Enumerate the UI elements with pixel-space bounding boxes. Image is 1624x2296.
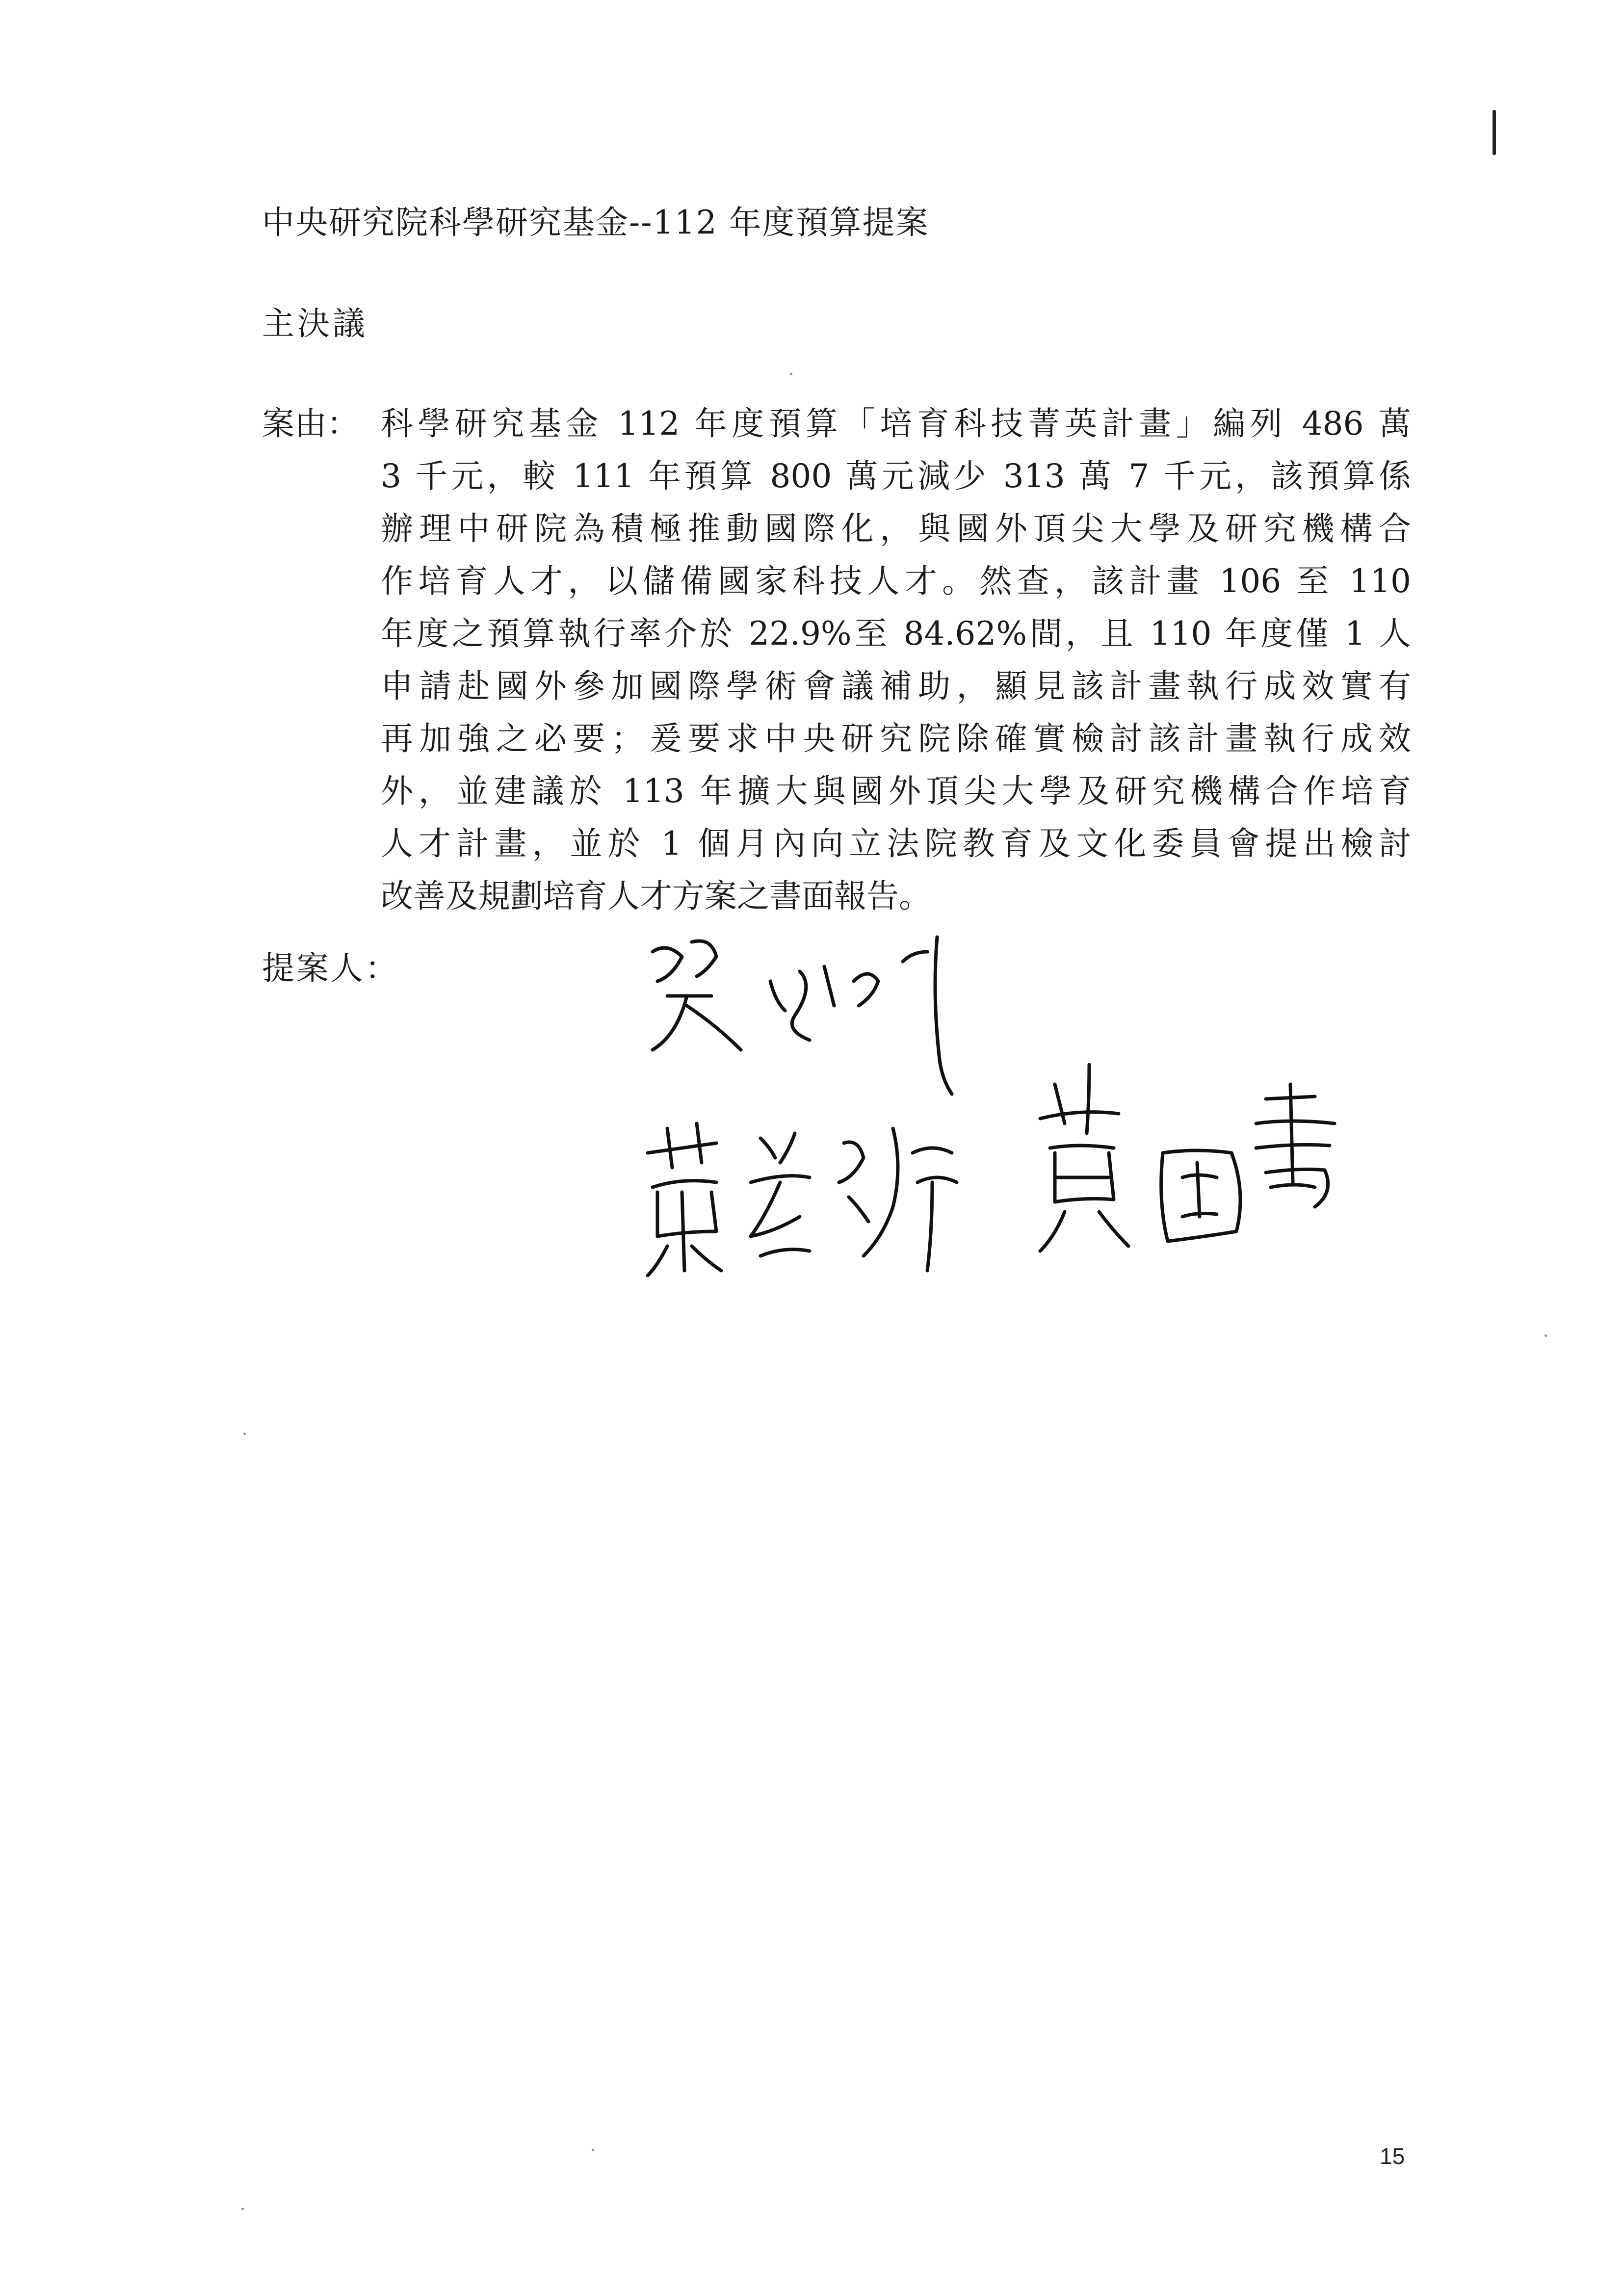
scan-speck (1545, 1334, 1547, 1337)
document-title: 中央研究院科學研究基金--112 年度預算提案 (262, 204, 929, 241)
reason-line: 改善及規劃培育人才方案之書面報告。 (381, 877, 931, 915)
reason-line: 申請赴國外參加國際學術會議補助，顯見該計畫執行成效實有 (381, 667, 1411, 705)
signature-2 (638, 1109, 981, 1295)
reason-line: 科學研究基金 112 年度預算「培育科技菁英計畫」編列 486 萬 (381, 405, 1411, 443)
scan-mark (1493, 110, 1496, 155)
reason-line: 作培育人才，以儲備國家科技人才。然查，該計畫 106 至 110 (381, 562, 1411, 600)
signature-3 (1021, 1055, 1354, 1280)
scan-speck (243, 1433, 246, 1435)
decision-type: 主決議 (262, 305, 368, 342)
scan-speck (592, 2149, 594, 2151)
scan-speck (241, 2208, 244, 2210)
reason-label: 案由： (262, 405, 359, 443)
reason-body (381, 397, 1411, 922)
page-number: 15 (1380, 2143, 1405, 2169)
reason-line: 再加強之必要；爰要求中央研究院除確實檢討該計畫執行成效 (381, 720, 1411, 757)
reason-line: 外，並建議於 113 年擴大與國外頂尖大學及研究機構合作培育 (381, 772, 1411, 810)
proposer-label: 提案人： (262, 949, 399, 987)
reason-line: 年度之預算執行率介於 22.9%至 84.62%間，且 110 年度僅 1 人 (381, 615, 1411, 652)
reason-line: 3 千元，較 111 年預算 800 萬元減少 313 萬 7 千元，該預算係 (381, 457, 1411, 495)
scan-speck (790, 373, 792, 375)
signature-1 (638, 922, 991, 1099)
reason-line: 辦理中研院為積極推動國際化，與國外頂尖大學及研究機構合 (381, 510, 1411, 548)
reason-line: 人才計畫，並於 1 個月內向立法院教育及文化委員會提出檢討 (381, 825, 1411, 862)
